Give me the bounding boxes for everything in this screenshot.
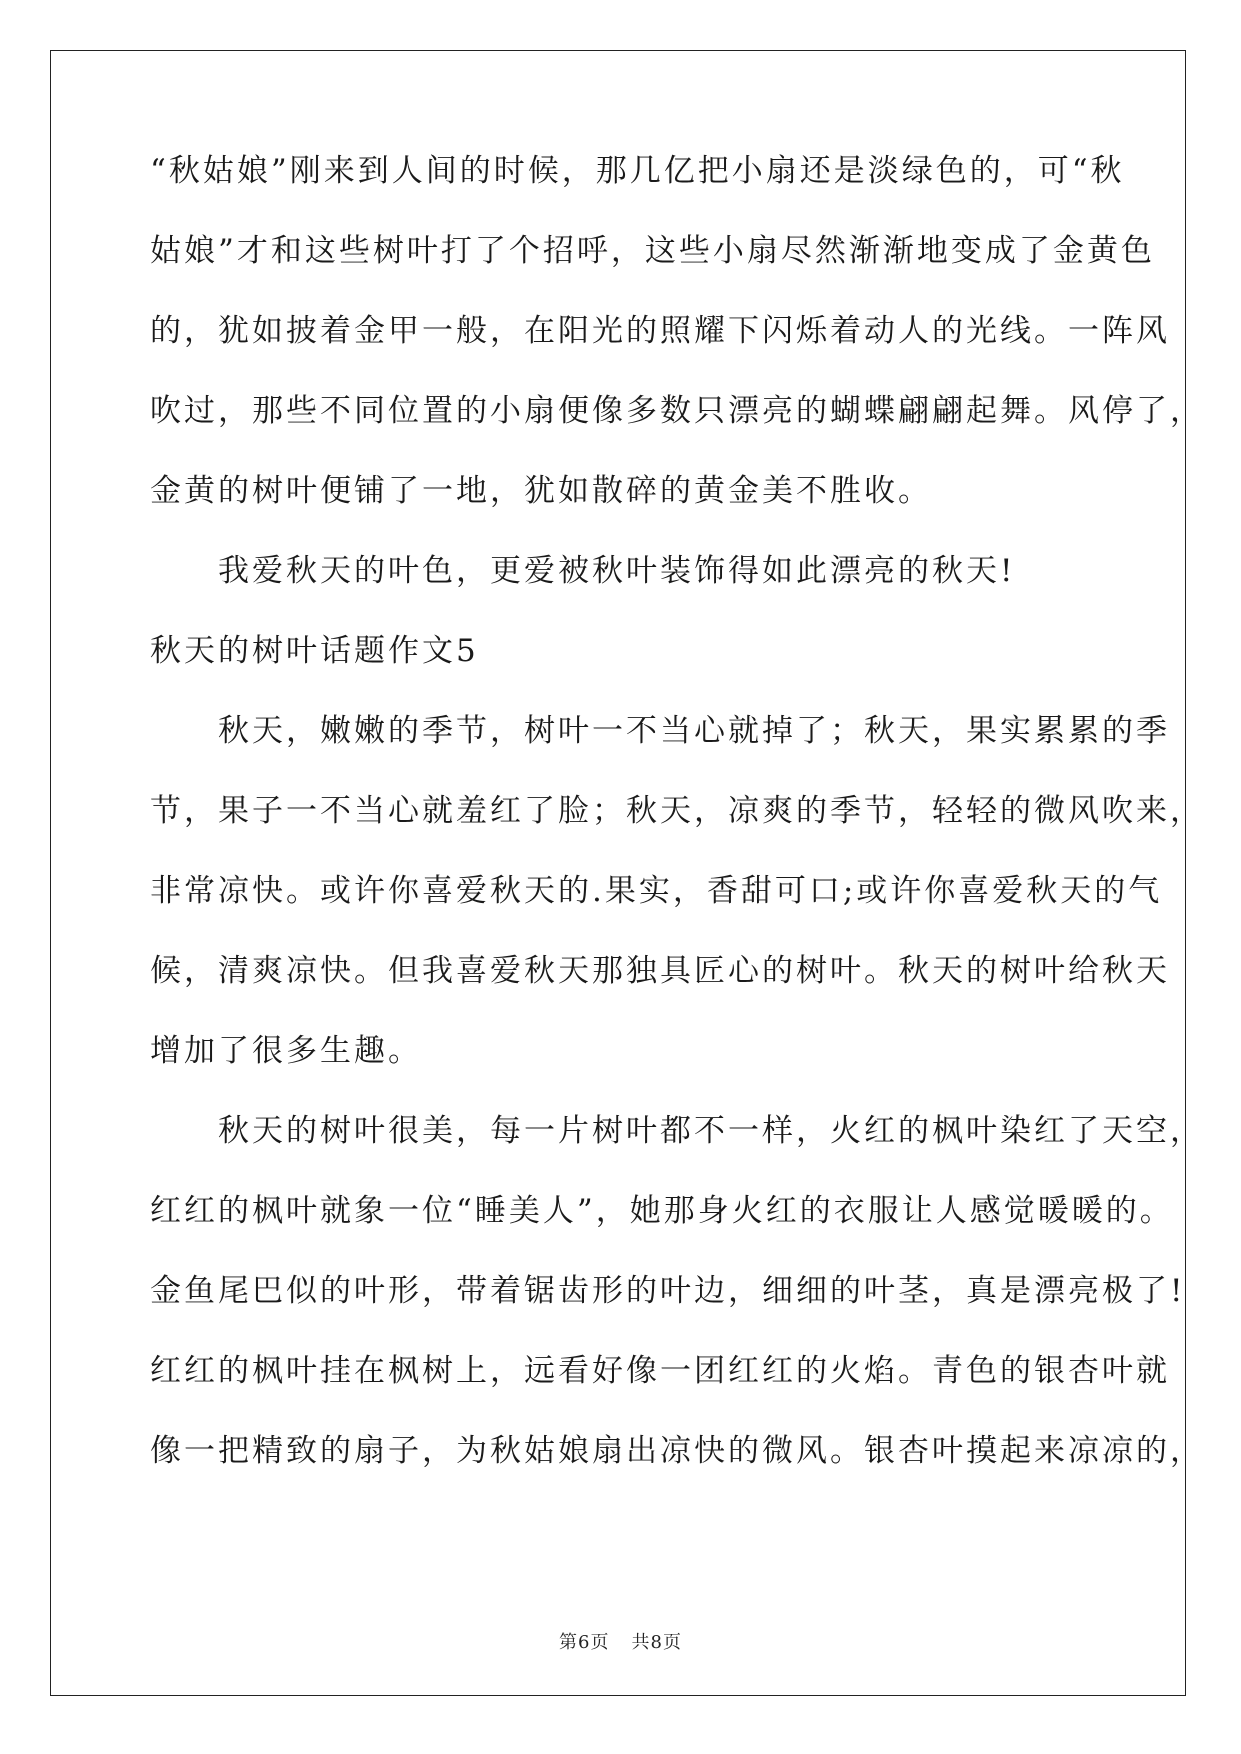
text-line: 金鱼尾巴似的叶形，带着锯齿形的叶边，细细的叶茎，真是漂亮极了!: [150, 1273, 1186, 1309]
text-line: 我爱秋天的叶色，更爱被秋叶装饰得如此漂亮的秋天!: [150, 553, 1016, 589]
text-line: 姑娘”才和这些树叶打了个招呼，这些小扇尽然渐渐地变成了金黄色: [150, 233, 1155, 269]
page-total: 共8页: [631, 1632, 682, 1653]
text-line: “秋姑娘”刚来到人间的时候，那几亿把小扇还是淡绿色的，可“秋: [150, 153, 1125, 189]
text-line: 增加了很多生趣。: [150, 1033, 422, 1069]
text-line: 秋天，嫩嫩的季节，树叶一不当心就掉了；秋天，果实累累的季: [150, 713, 1170, 749]
text-line: 吹过，那些不同位置的小扇便像多数只漂亮的蝴蝶翩翩起舞。风停了，: [150, 393, 1204, 429]
text-line: 候，清爽凉快。但我喜爱秋天那独具匠心的树叶。秋天的树叶给秋天: [150, 953, 1170, 989]
section-title: 秋天的树叶话题作文5: [150, 633, 479, 669]
text-line: 红红的枫叶就象一位“睡美人”，她那身火红的衣服让人感觉暖暖的。: [150, 1193, 1174, 1229]
page-footer: [0, 1628, 1241, 1654]
text-line: 金黄的树叶便铺了一地，犹如散碎的黄金美不胜收。: [150, 473, 932, 509]
page-number: 第6页: [559, 1632, 610, 1653]
text-line: 非常凉快。或许你喜爱秋天的.果实，香甜可口;或许你喜爱秋天的气: [150, 873, 1163, 909]
body-text-top: [150, 131, 1204, 1491]
text-line: 的，犹如披着金甲一般，在阳光的照耀下闪烁着动人的光线。一阵风: [150, 313, 1170, 349]
text-line: 像一把精致的扇子，为秋姑娘扇出凉快的微风。银杏叶摸起来凉凉的，: [150, 1433, 1204, 1469]
text-line: 秋天的树叶很美，每一片树叶都不一样，火红的枫叶染红了天空，: [150, 1113, 1204, 1149]
text-line: 节，果子一不当心就羞红了脸；秋天，凉爽的季节，轻轻的微风吹来，: [150, 793, 1204, 829]
text-line: 红红的枫叶挂在枫树上，远看好像一团红红的火焰。青色的银杏叶就: [150, 1353, 1170, 1389]
